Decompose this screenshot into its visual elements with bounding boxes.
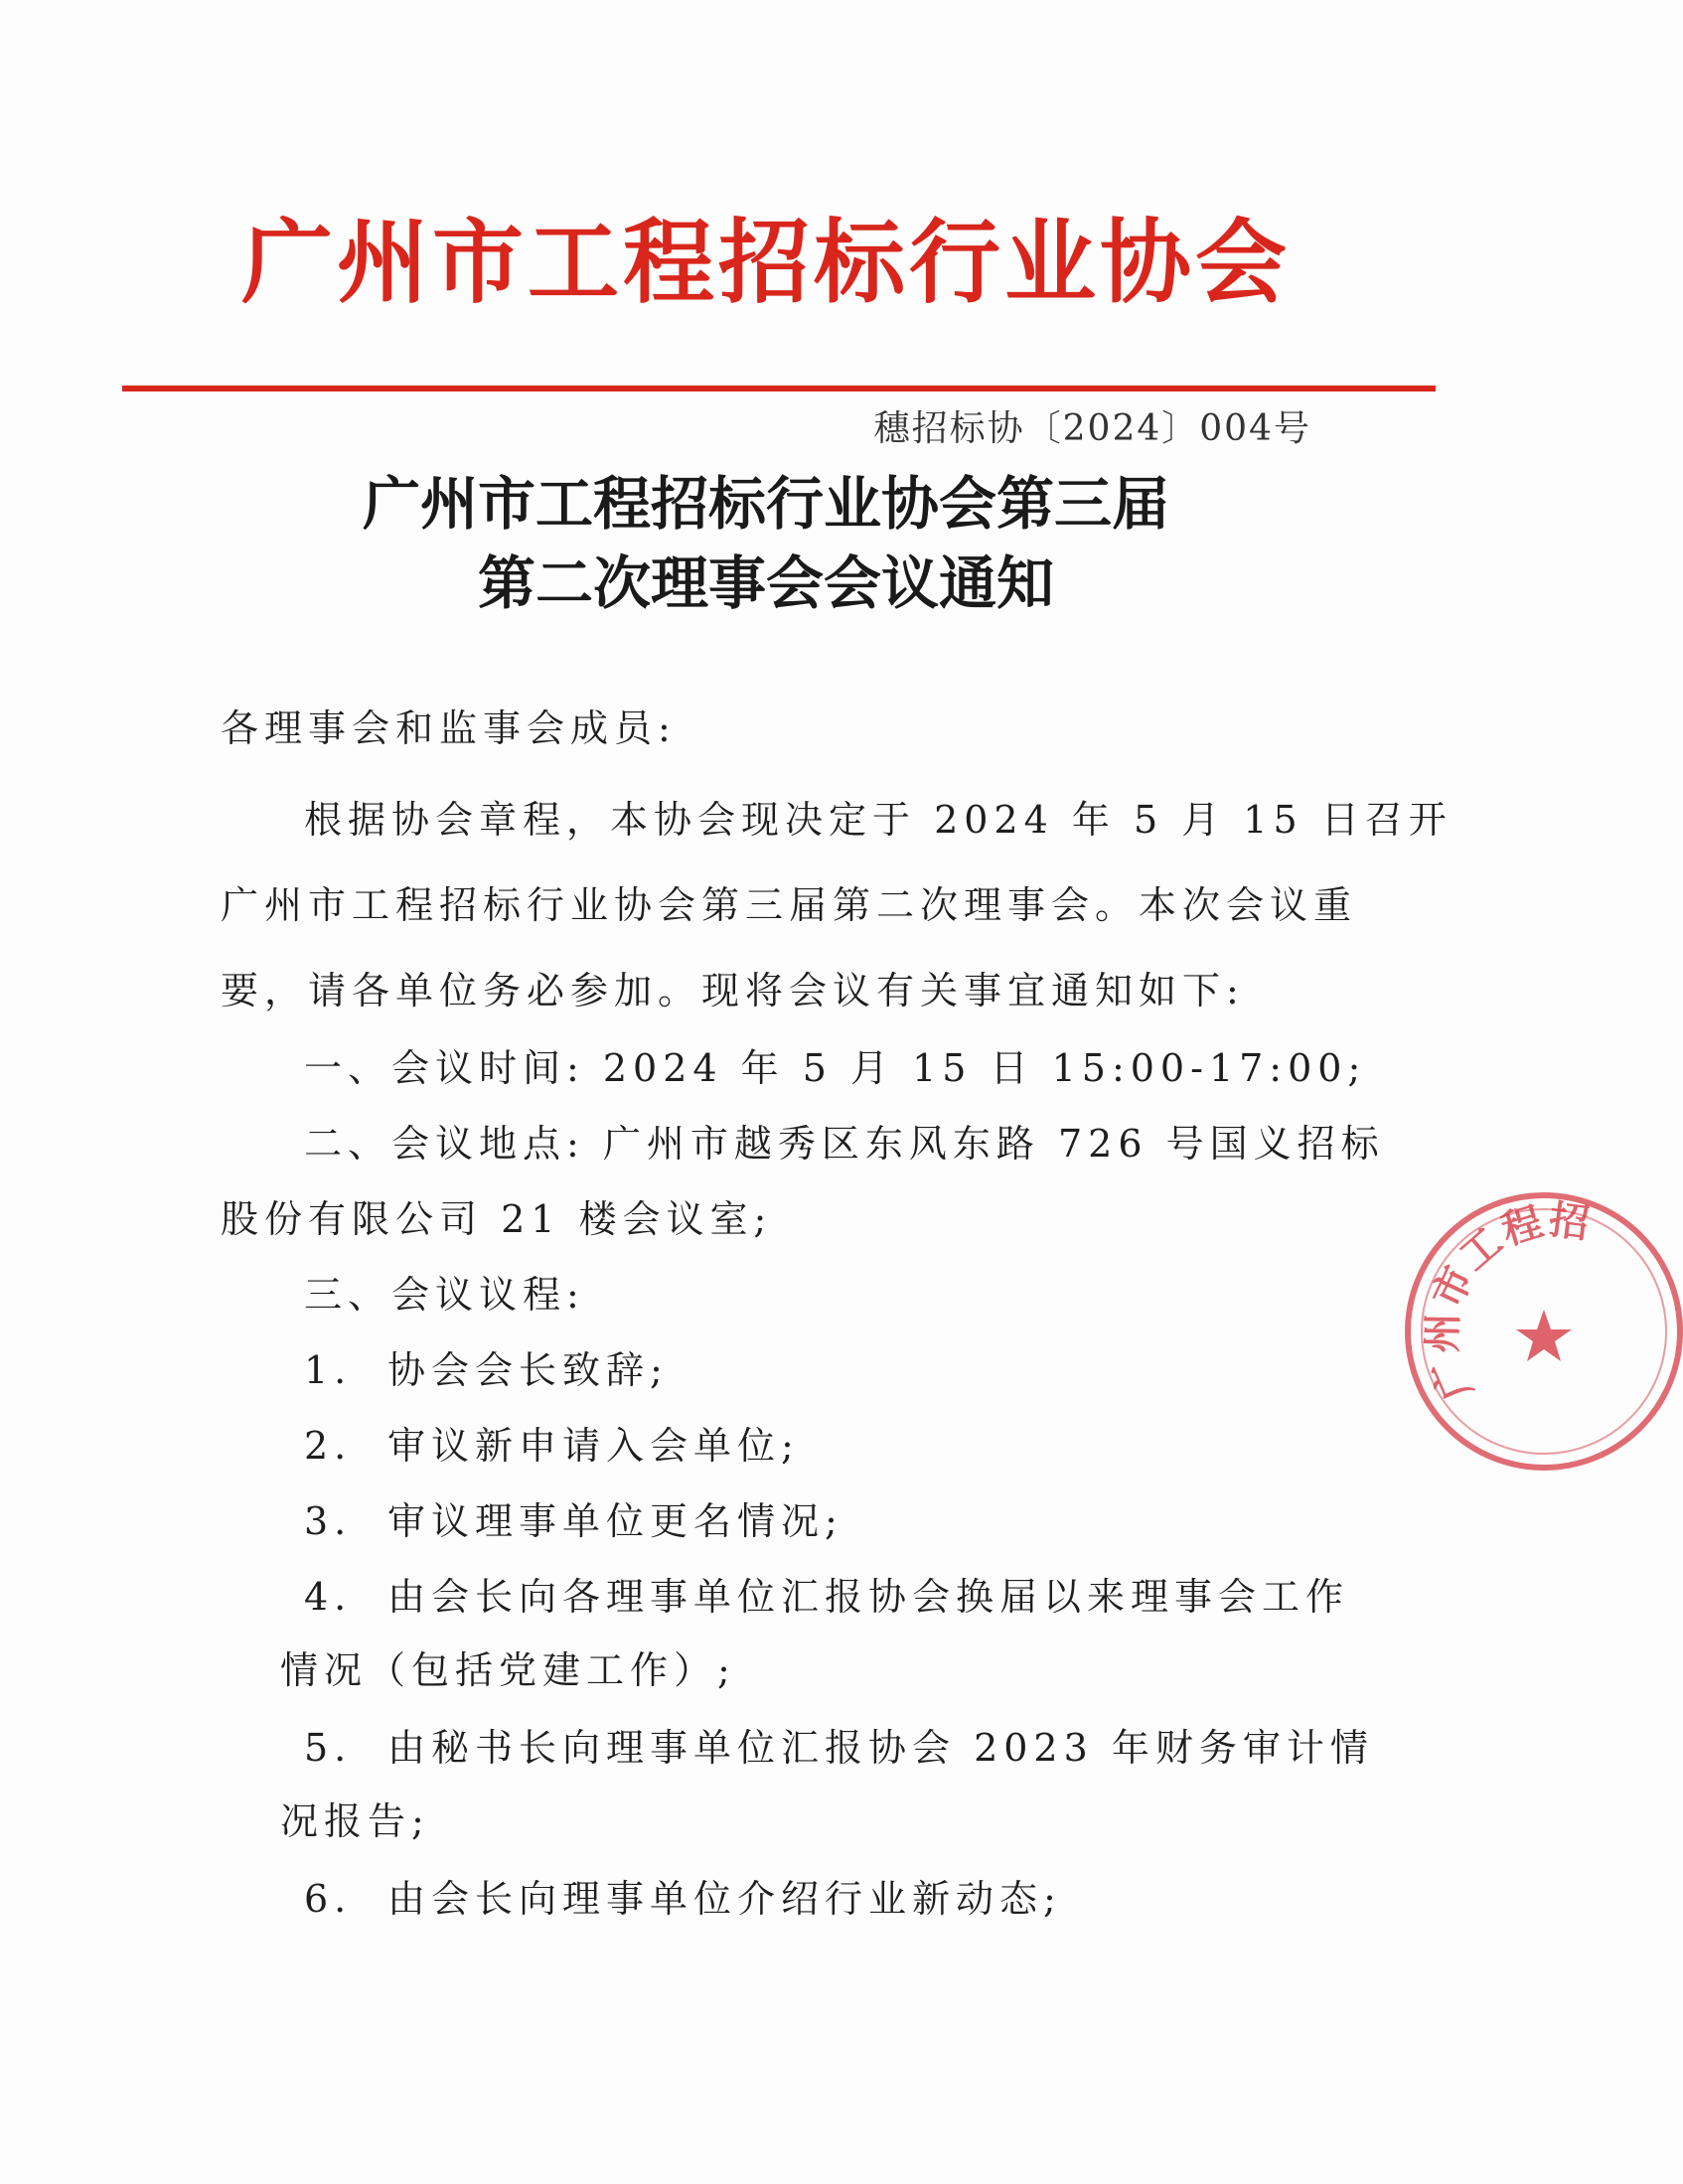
agenda-item-number: 2. — [304, 1424, 353, 1468]
agenda-item-number: 3. — [304, 1499, 353, 1543]
meeting-place-line-2: 股份有限公司 21 楼会议室; — [221, 1197, 773, 1241]
notice-title-line-1: 广州市工程招标行业协会第三届 — [362, 470, 1169, 538]
agenda-item — [304, 1499, 1311, 1543]
agenda-item-number: 5. — [304, 1726, 353, 1770]
agenda-item — [304, 1575, 1350, 1619]
svg-text:广州市工程招: 广州市工程招 — [1419, 1195, 1595, 1407]
salutation: 各理事会和监事会成员: — [221, 706, 677, 750]
agenda-item-number: 1. — [304, 1348, 353, 1392]
letterhead-title: 广州市工程招标行业协会 — [240, 209, 1291, 316]
agenda-item-continuation: 情况（包括党建工作）; — [280, 1648, 736, 1692]
meeting-place-line-1: 二、会议地点: 广州市越秀区东风东路 726 号国义招标 — [304, 1122, 1385, 1166]
agenda-item-text: 由会长向理事单位介绍行业新动态; — [387, 1877, 1062, 1921]
agenda-item-number: 6. — [304, 1877, 353, 1921]
notice-title-line-2: 第二次理事会会议通知 — [477, 549, 1054, 617]
agenda-item-text: 审议理事单位更名情况; — [387, 1499, 843, 1543]
agenda-item-number: 4. — [304, 1575, 353, 1619]
agenda-item-text: 审议新申请入会单位; — [387, 1424, 800, 1468]
agenda-item — [304, 1877, 1311, 1921]
document-number: 穗招标协〔2024〕004号 — [873, 408, 1311, 449]
agenda-item-text: 由秘书长向理事单位汇报协会 2023 年财务审计情 — [387, 1726, 1374, 1770]
agenda-heading: 三、会议议程: — [304, 1273, 585, 1317]
letterhead-red-rule — [122, 386, 1436, 391]
agenda-item-text: 协会会长致辞; — [387, 1348, 669, 1392]
body-paragraph-1-line-3: 要，请各单位务必参加。现将会议有关事宜通知如下: — [221, 969, 1245, 1013]
official-seal — [1405, 1192, 1683, 1471]
meeting-time: 一、会议时间: 2024 年 5 月 15 日 15:00-17:00; — [304, 1046, 1367, 1090]
agenda-item-continuation: 况报告; — [280, 1799, 430, 1843]
agenda-item — [304, 1726, 1374, 1770]
body-paragraph-1-line-1: 根据协会章程，本协会现决定于 2024 年 5 月 15 日召开 — [304, 798, 1453, 842]
agenda-item — [304, 1424, 1311, 1468]
agenda-item-text: 由会长向各理事单位汇报协会换届以来理事会工作 — [387, 1575, 1350, 1619]
agenda-item — [304, 1348, 1311, 1392]
body-paragraph-1-line-2: 广州市工程招标行业协会第三届第二次理事会。本次会议重 — [221, 883, 1358, 927]
